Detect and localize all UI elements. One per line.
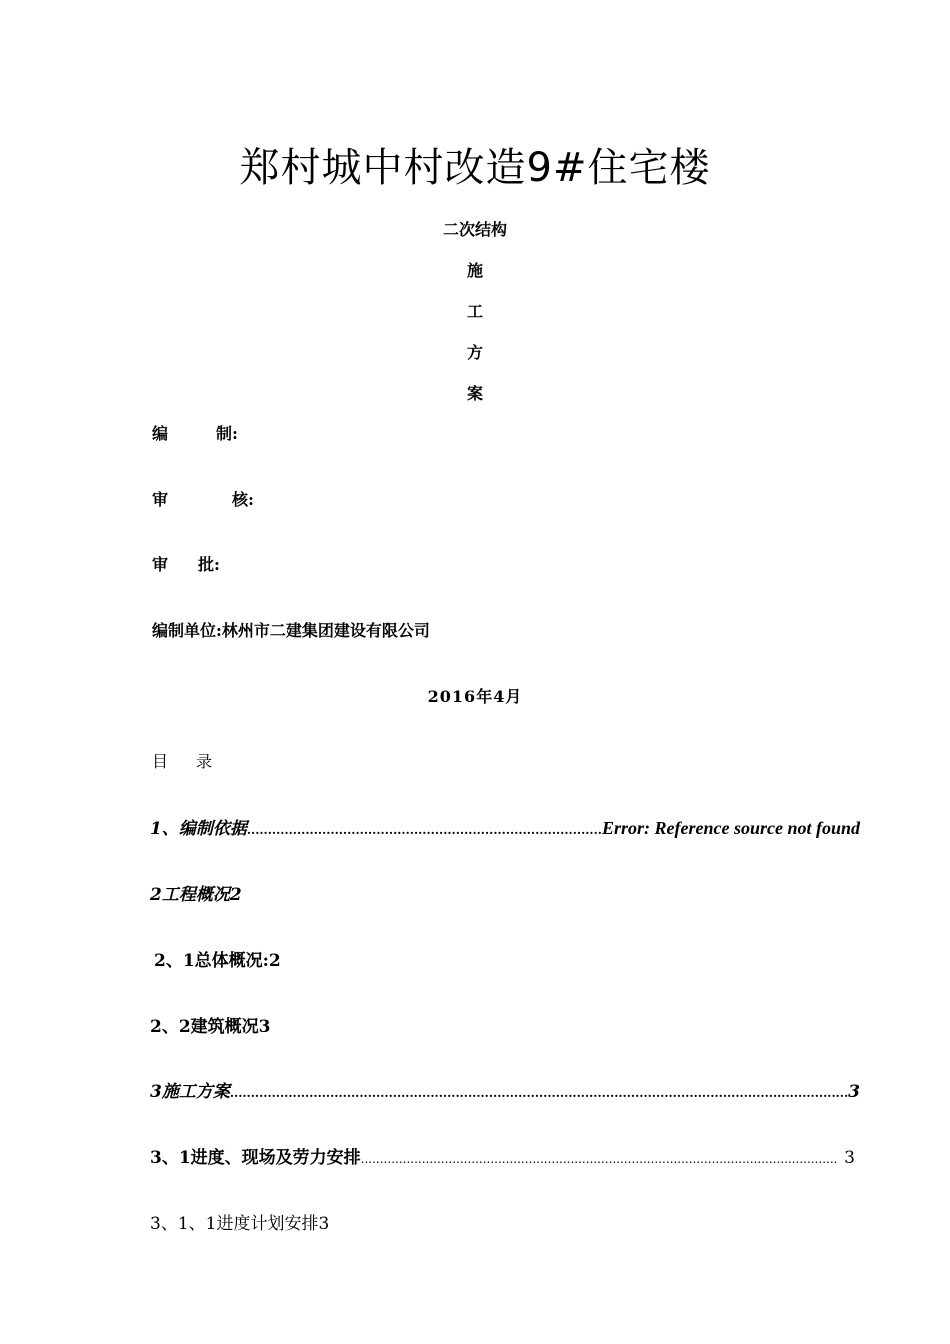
toc-leader-dots xyxy=(230,1086,848,1100)
toc-entry-5-page: 3 xyxy=(848,1082,860,1102)
subtitle-line-5: 案 xyxy=(466,384,483,403)
toc-entry-6-text: 3、1进度、现场及劳力安排 xyxy=(150,1148,361,1168)
toc-entry-4[interactable] xyxy=(150,1012,860,1037)
toc-entry-1-text: 1、编制依据 xyxy=(150,819,247,839)
review-field xyxy=(152,487,254,510)
subtitle-line-1: 二次结构 xyxy=(442,220,507,239)
compile-unit: 编制单位:林州市二建集团建设有限公司 xyxy=(152,621,430,640)
document-date: 2016年4月 xyxy=(427,687,523,706)
toc-entry-2[interactable] xyxy=(150,880,860,905)
toc-entry-3-text: 2、1总体概况:2 xyxy=(154,951,281,971)
toc-heading xyxy=(152,749,212,772)
compile-label-b: 制: xyxy=(216,424,238,443)
toc-entry-6[interactable] xyxy=(150,1143,855,1168)
document-title: 郑村城中村改造9#住宅楼 xyxy=(239,145,711,191)
toc-heading-b: 录 xyxy=(196,752,213,771)
compile-label-a: 编 xyxy=(152,424,169,443)
subtitle-line-3: 工 xyxy=(466,302,483,321)
subtitle-line-2: 施 xyxy=(466,261,483,280)
toc-entry-6-page: 3 xyxy=(844,1148,855,1168)
toc-entry-1-page: Error: Reference source not found xyxy=(601,818,860,838)
approve-label-b: 批: xyxy=(198,555,220,574)
toc-entry-7[interactable] xyxy=(150,1209,860,1234)
toc-heading-a: 目 xyxy=(152,752,169,771)
toc-entry-5-text: 3施工方案 xyxy=(150,1082,230,1102)
approve-field xyxy=(152,552,220,575)
toc-entry-1[interactable] xyxy=(150,814,860,839)
toc-leader-dots xyxy=(247,823,602,837)
review-label-a: 审 xyxy=(152,490,169,509)
review-label-b: 核: xyxy=(232,490,254,509)
toc-entry-5[interactable] xyxy=(150,1077,860,1102)
subtitle-line-4: 方 xyxy=(466,343,483,362)
toc-entry-7-text: 3、1、1进度计划安排3 xyxy=(150,1214,330,1234)
approve-label-a: 审 xyxy=(152,555,169,574)
toc-leader-dots xyxy=(361,1152,839,1166)
toc-entry-3[interactable] xyxy=(154,946,864,971)
compile-field xyxy=(152,421,238,444)
toc-entry-4-text: 2、2建筑概况3 xyxy=(150,1017,271,1037)
toc-entry-2-text: 2工程概况2 xyxy=(150,885,242,905)
